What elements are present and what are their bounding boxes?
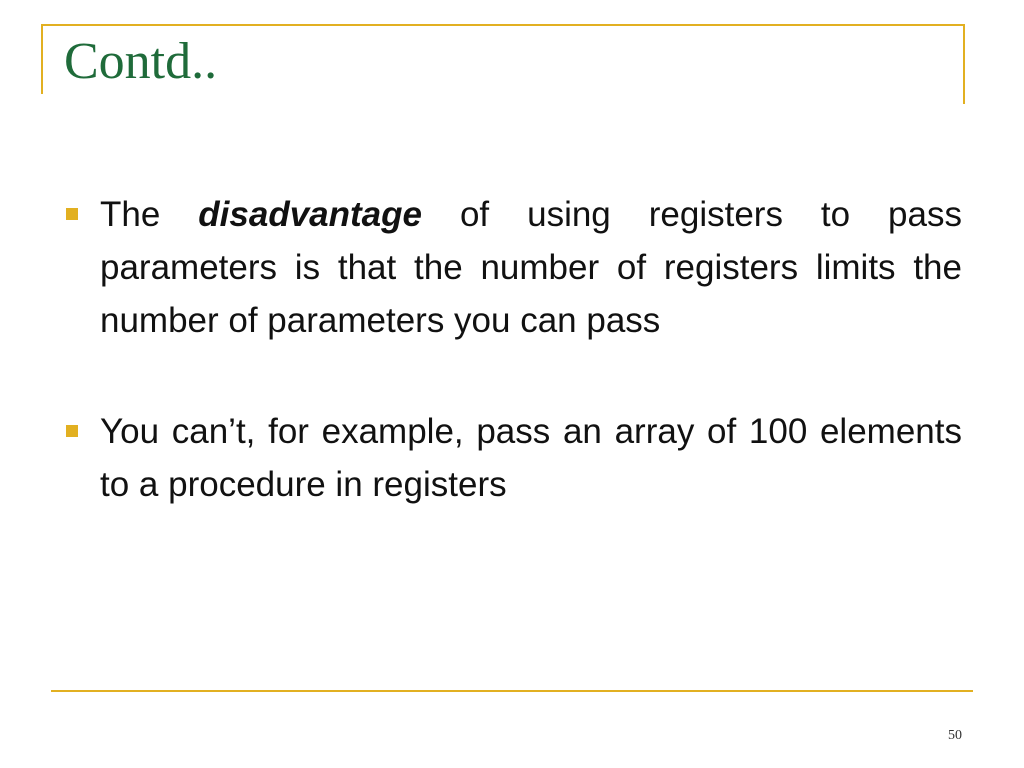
right-rule: [963, 24, 965, 104]
slide-content: [62, 188, 962, 511]
square-bullet-icon: [66, 425, 78, 437]
top-rule: [41, 24, 965, 26]
bullet-1-text-start: The: [100, 195, 199, 234]
bullet-item-1: [62, 188, 962, 347]
slide-title: Contd..: [64, 33, 218, 90]
emphasized-word: disadvantage: [198, 195, 422, 234]
bullet-1-text-end: of using registers to pass parameters is that the number of registers limits the number of parameters you can pass: [100, 195, 962, 340]
left-rule: [41, 24, 43, 94]
page-number: 50: [948, 728, 962, 743]
bullet-item-2: [62, 405, 962, 511]
bottom-rule: [51, 690, 973, 692]
bullet-2-text: You can’t, for example, pass an array of 100 elements to a procedure in registers: [100, 412, 962, 504]
square-bullet-icon: [66, 208, 78, 220]
